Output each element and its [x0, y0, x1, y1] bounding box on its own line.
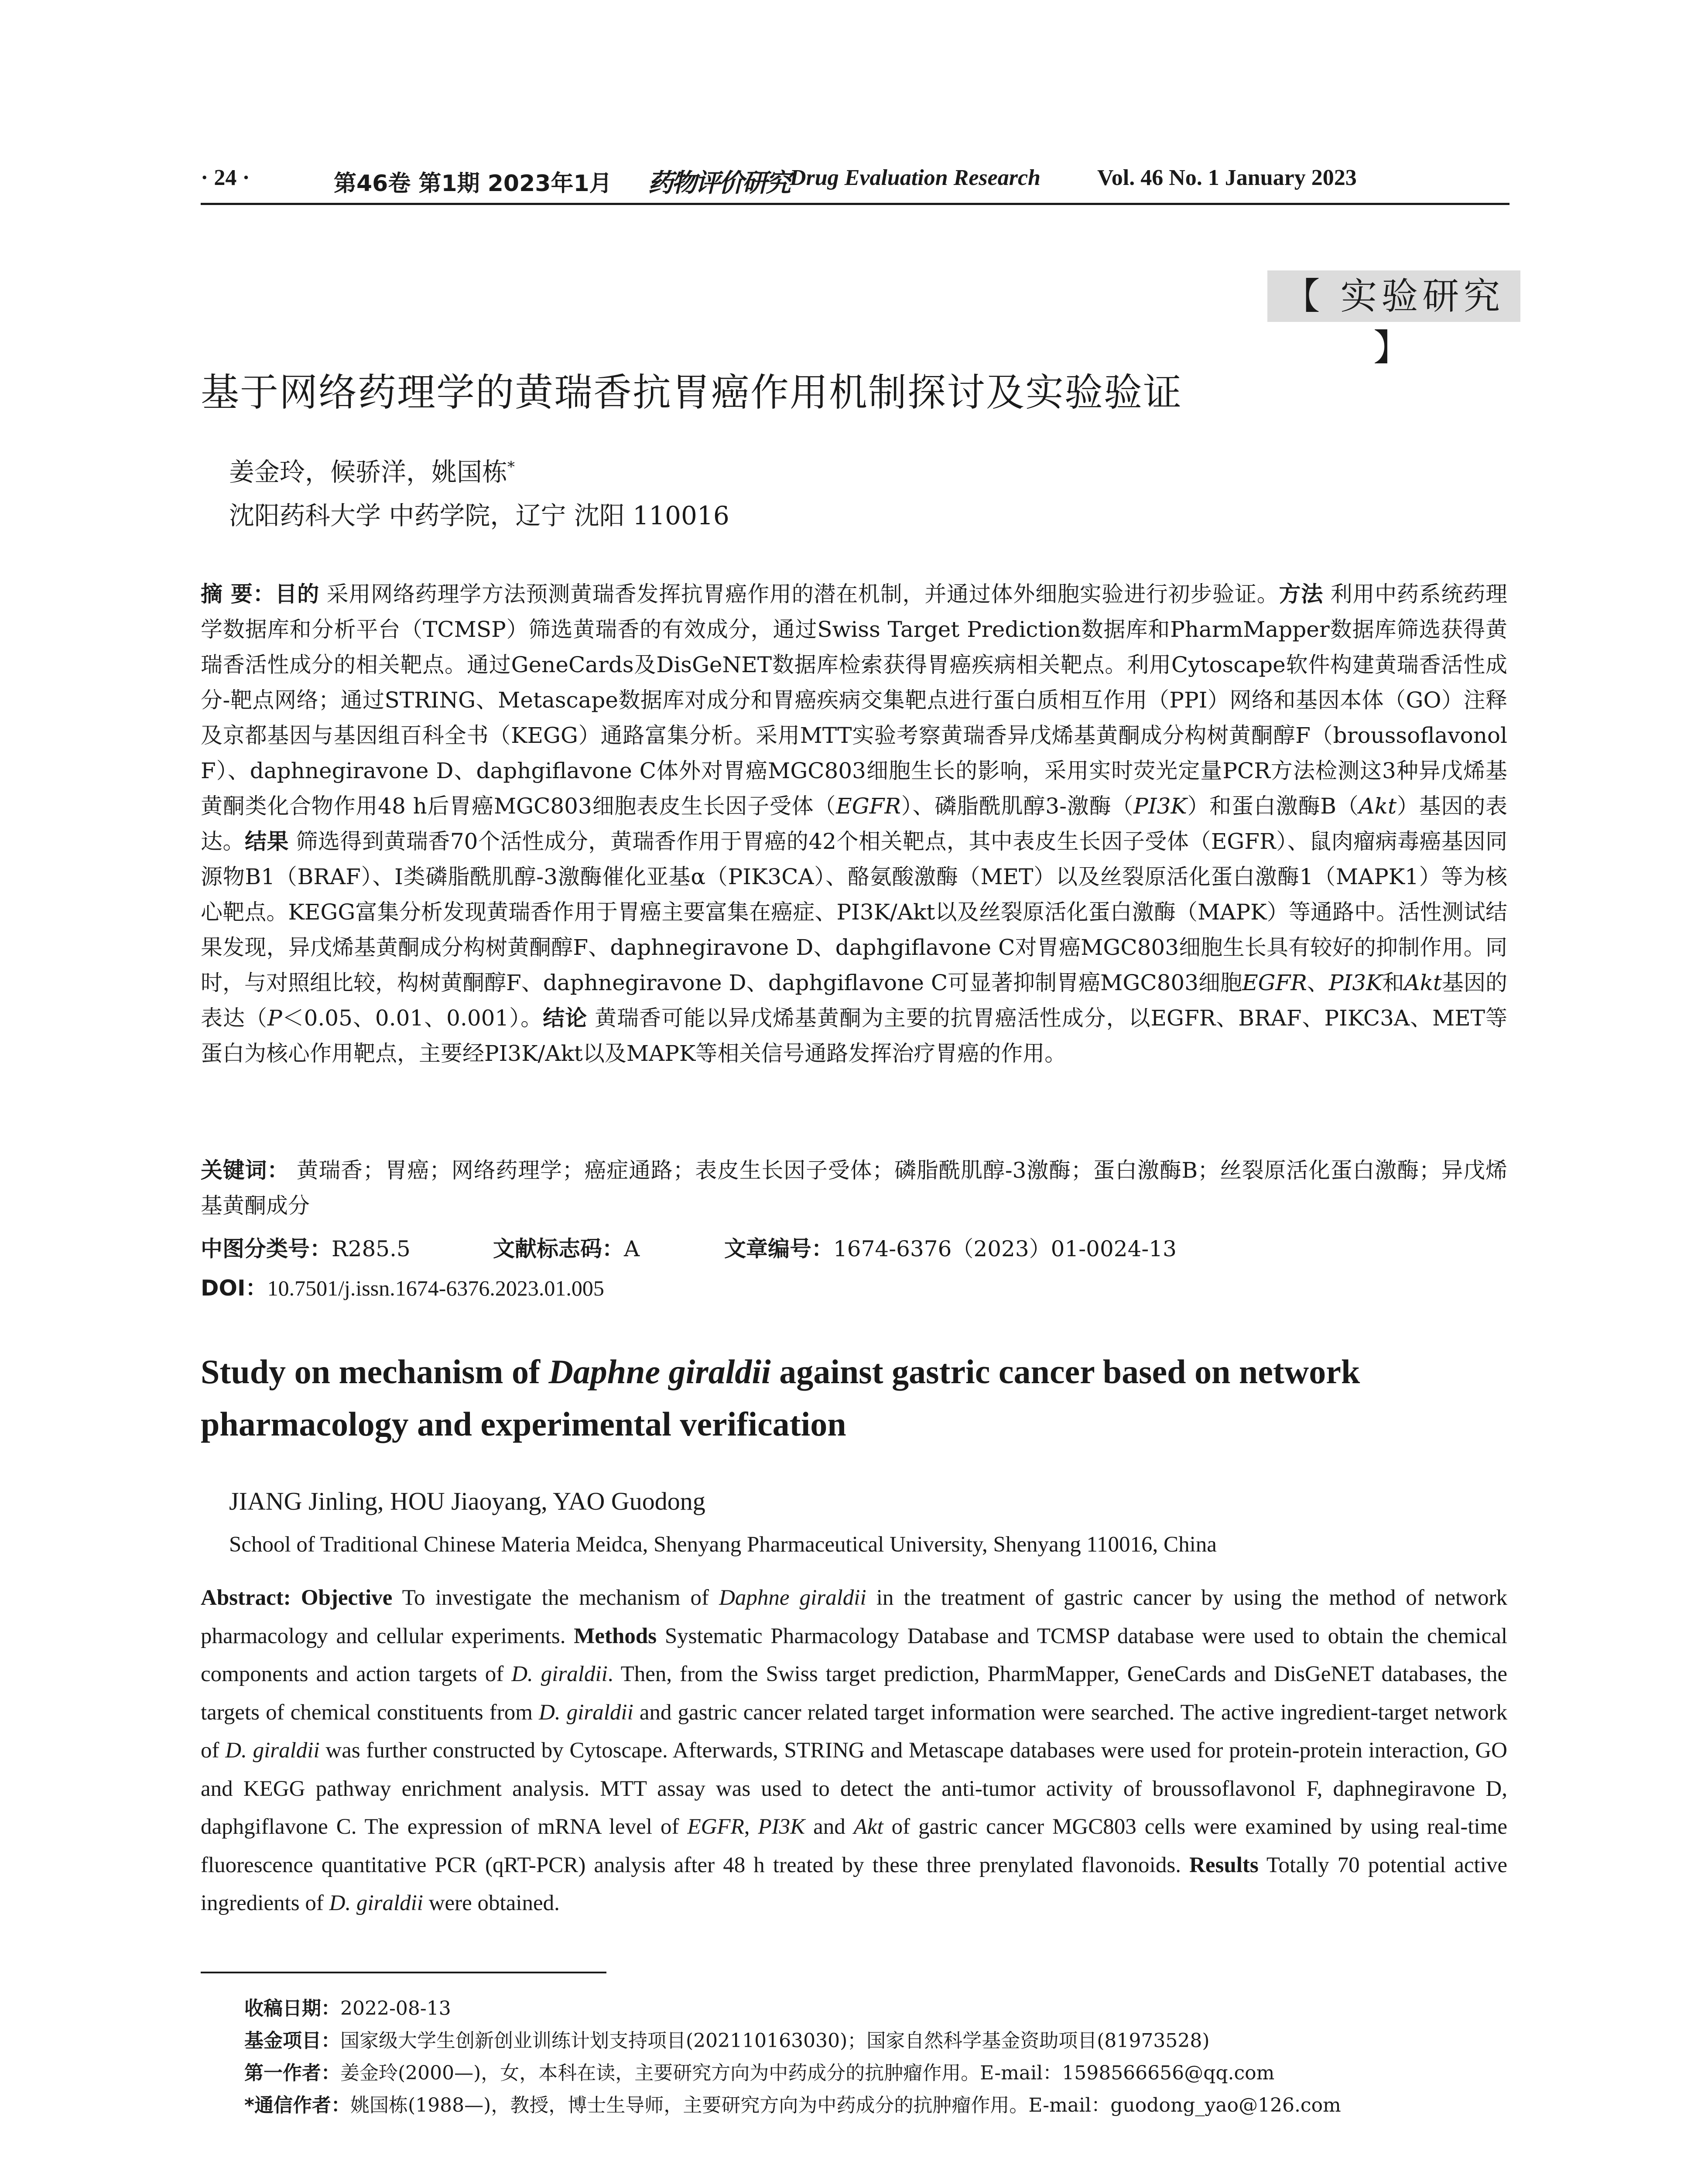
results-label-zh: 结果 [245, 829, 289, 854]
species-name: Daphne giraldii [548, 1353, 771, 1391]
header-divider [201, 203, 1509, 205]
issue-en: Vol. 46 No. 1 January 2023 [1097, 165, 1357, 190]
gene-egfr: EGFR [687, 1815, 744, 1839]
keywords-label: 关键词： [201, 1158, 290, 1183]
document-code [493, 1231, 640, 1263]
gene-akt: Akt [1359, 793, 1397, 819]
first-author-label: 第一作者： [244, 2062, 340, 2084]
issue-zh: 第46卷 第1期 2023年1月 [334, 171, 612, 197]
journal-name-en: Drug Evaluation Research [790, 165, 1041, 190]
title-en-part: against gastric cancer based on network pharmacology and experimental verification [201, 1353, 1360, 1443]
keywords-zh [201, 1153, 1507, 1224]
methods-text-en-3: and gastric cancer related target information were searched. The active ingredient-target network of [201, 1700, 1507, 1763]
methods-text-zh-3: ）和蛋白激酶B（ [1187, 793, 1359, 819]
article-id-label: 文章编号： [724, 1236, 833, 1261]
corresponding-mark: * [507, 458, 515, 476]
affiliation-zh: 沈阳药科大学 中药学院，辽宁 沈阳 110016 [229, 501, 729, 530]
conclusion-label-zh: 结论 [543, 1005, 588, 1031]
doi-label: DOI： [201, 1275, 267, 1301]
abstract-en [201, 1579, 1507, 1923]
document-code-label: 文献标志码： [493, 1236, 624, 1261]
results-text-zh: 筛选得到黄瑞香70个活性成分，黄瑞香作用于胃癌的42个相关靶点，其中表皮生长因子受体（EGFR）、鼠肉瘤病毒癌基因同源物B1（BRAF）、I类磷脂酰肌醇-3激酶催化亚基α（PIK3CA）、酪氨酸激酶（MET）以及丝裂原活化蛋白激酶1（MAPK1）等为核心靶点。KEGG富集分析发现黄瑞香作用于胃癌主要富集在癌症、PI3K/Akt以及丝裂原活化蛋白激酶（MAPK）等通路中。活性测试结果发现，异戊烯基黄酮成分构树黄酮醇F、daphnegiravone D、daphgiflavone C对胃癌MGC803细胞生长具有较好的抑制作用。同时，与对照组比较，构树黄酮醇F、daphnegiravone D、daphgiflavone C可显著抑制胃癌MGC803细胞 [201, 829, 1508, 995]
keywords-text: 黄瑞香；胃癌；网络药理学；癌症通路；表皮生长因子受体；磷脂酰肌醇-3激酶；蛋白激酶B；丝裂原活化蛋白激酶；异戊烯基黄酮成分 [201, 1158, 1508, 1218]
objective-text-en-2: in the treatment of gastric cancer by using the method of network pharmacology and cellular experiments. [201, 1586, 1507, 1648]
methods-text-en: Systematic Pharmacology Database and TCMSP database were used to obtain the chemical components and action targets of [201, 1624, 1507, 1686]
species-name: D. giraldii [225, 1738, 320, 1763]
separator: 、 [1307, 970, 1329, 995]
received-date: 2022-08-13 [340, 1997, 451, 2020]
received-label: 收稿日期： [244, 1997, 340, 2020]
doi-line [201, 1271, 604, 1302]
article-title-en [201, 1346, 1509, 1450]
species-name: D. giraldii [511, 1662, 608, 1686]
footnote-received [244, 1993, 451, 2020]
p-value-symbol: P [267, 1005, 282, 1031]
gene-egfr: EGFR [836, 793, 901, 819]
corresponding-label: *通信作者： [244, 2094, 351, 2116]
methods-text-en-5: of gastric cancer MGC803 cells were examined by using real-time fluorescence quantitative PCR (qRT-PCR) analysis after 48 h treated by these three prenylated flavonoids. [201, 1815, 1508, 1877]
doi-value: 10.7501/j.issn.1674-6376.2023.01.005 [267, 1276, 604, 1300]
species-name: D. giraldii [539, 1700, 633, 1725]
methods-text-zh: 利用中药系统药理学数据库和分析平台（TCMSP）筛选黄瑞香的有效成分，通过Swiss Target Prediction数据库和PharmMapper数据库筛选获得黄瑞香活性成分的相关靶点。通过GeneCards及DisGeNET数据库检索获得胃癌疾病相关靶点。利用Cytoscape软件构建黄瑞香活性成分-靶点网络；通过STRING、Metascape数据库对成分和胃癌疾病交集靶点进行蛋白质相互作用（PPI）网络和基因本体（GO）注释及京都基因与基因组百科全书（KEGG）通路富集分析。采用MTT实验考察黄瑞香异戊烯基黄酮成分构树黄酮醇F（broussoflavonol F）、daphnegiravone D、daphgiflavone C体外对胃癌MGC803细胞生长的影响，采用实时荧光定量PCR方法检测这3种异戊烯基黄酮类化合物作用48 h后胃癌MGC803细胞表皮生长因子受体（ [201, 581, 1507, 819]
title-en-part: Study on mechanism of [201, 1353, 549, 1391]
objective-text-en: To investigate the mechanism of [392, 1586, 719, 1610]
gene-akt: Akt [853, 1815, 883, 1839]
abstract-zh [201, 577, 1507, 1071]
clc-value: R285.5 [332, 1236, 411, 1261]
author-names-zh: 姜金玲，候骄洋，姚国栋 [229, 457, 508, 487]
conclusion-text-zh: 黄瑞香可能以异戊烯基黄酮为主要的抗胃癌活性成分，以EGFR、BRAF、PIKC3A、MET等蛋白为核心作用靶点，主要经PI3K/Akt以及MAPK等相关信号通路发挥治疗胃癌的作用。 [201, 1005, 1508, 1066]
conjunction: and [805, 1815, 854, 1839]
methods-text-en-2: . Then, from the Swiss target prediction, PharmMapper, GeneCards and DisGeNET databases, the targets of chemical constituents from [201, 1662, 1507, 1725]
footnote-funding [244, 2025, 1210, 2053]
results-text-en-2: were obtained. [423, 1891, 560, 1915]
gene-akt: Akt [1404, 970, 1442, 995]
journal-logo: 药物评价研究 [648, 168, 790, 198]
methods-text-zh-4: ）基因的表达。 [201, 793, 1507, 854]
affiliation-en: School of Traditional Chinese Materia Meidca, Shenyang Pharmaceutical University, Shenyang 110016, China [229, 1532, 1217, 1557]
gene-pi3k: PI3K [1328, 970, 1383, 995]
section-tag: 【 实验研究 】 [1267, 270, 1520, 322]
gene-egfr: EGFR [1242, 970, 1307, 995]
results-text-en: Totally 70 potential active ingredients of [201, 1853, 1507, 1915]
running-header [201, 165, 1509, 200]
clc-code [201, 1231, 411, 1263]
document-code-value: A [624, 1236, 640, 1261]
conjunction: 和 [1382, 970, 1404, 995]
species-name: Daphne giraldii [719, 1586, 866, 1610]
authors-en: JIANG Jinling, HOU Jiaoyang, YAO Guodong [229, 1487, 705, 1515]
methods-text-zh-2: ）、磷脂酰肌醇3-激酶（ [901, 793, 1134, 819]
footnote-divider [201, 1972, 606, 1973]
species-name: D. giraldii [329, 1891, 423, 1915]
methods-label-en: Methods [574, 1624, 657, 1648]
article-id-value: 1674-6376（2023）01-0024-13 [833, 1236, 1177, 1261]
gene-pi3k: PI3K [1133, 793, 1187, 819]
funding-text: 国家级大学生创新创业训练计划支持项目(202110163030)；国家自然科学基金资助项目(81973528) [340, 2030, 1210, 2052]
results-label-en: Results [1189, 1853, 1259, 1877]
first-author-text: 姜金玲(2000—)，女，本科在读，主要研究方向为中药成分的抗肿瘤作用。E-mail：1598566656@qq.com [340, 2062, 1275, 2084]
objective-text-zh: 采用网络药理学方法预测黄瑞香发挥抗胃癌作用的潜在机制，并通过体外细胞实验进行初步验证。 [319, 581, 1279, 607]
methods-label-zh: 方法 [1279, 581, 1323, 607]
results-text-zh-2: 基因的表达（ [201, 970, 1508, 1031]
clc-label: 中图分类号： [201, 1236, 332, 1261]
article-title-zh: 基于网络药理学的黄瑞香抗胃癌作用机制探讨及实验验证 [201, 370, 1183, 415]
footnote-first-author [244, 2057, 1274, 2085]
corresponding-text: 姚国栋(1988—)，教授，博士生导师，主要研究方向为中药成分的抗肿瘤作用。E-mail：guodong_yao@126.com [350, 2094, 1341, 2116]
article-id [724, 1231, 1177, 1263]
authors-zh [229, 451, 515, 488]
page-number: · 24 · [201, 165, 250, 190]
abstract-label-en: Abstract: Objective [201, 1586, 393, 1610]
abstract-label-zh: 摘 要： [201, 581, 275, 607]
methods-text-en-4: was further constructed by Cytoscape. Afterwards, STRING and Metascape databases were used for protein-protein interaction, GO and KEGG pathway enrichment analysis. MTT assay was used to detect the anti-tumor activity of broussoflavonol F, daphnegiravone D, daphgiflavone C. The expression of mRNA level of [201, 1738, 1507, 1839]
objective-label-zh: 目的 [275, 581, 319, 607]
gene-pi3k: PI3K [758, 1815, 805, 1839]
results-text-zh-3: ＜0.05、0.01、0.001）。 [282, 1005, 543, 1031]
funding-label: 基金项目： [244, 2030, 340, 2052]
footnote-corresponding [244, 2089, 1341, 2117]
separator: , [744, 1815, 758, 1839]
